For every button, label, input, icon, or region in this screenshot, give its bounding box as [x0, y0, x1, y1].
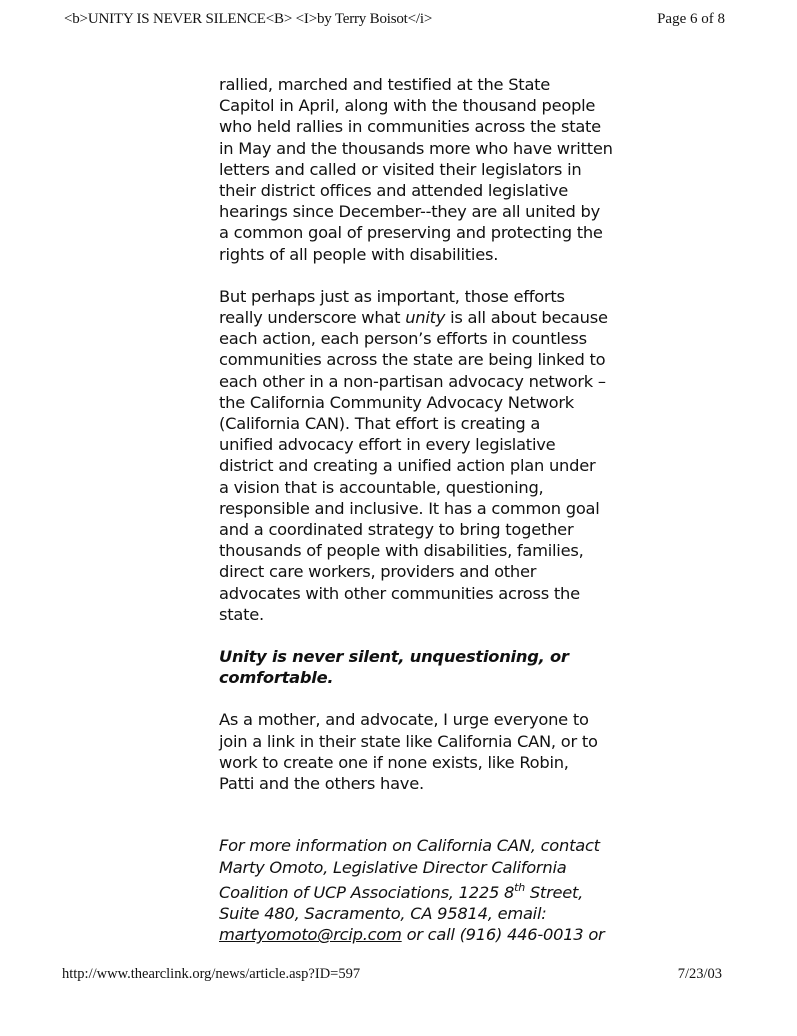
- email-link[interactable]: martyomoto@rcip.com: [219, 925, 402, 945]
- text-line: communities across the state are being linked to: [219, 350, 606, 370]
- text-line: Unity is never silent, unquestioning, or: [219, 647, 569, 667]
- text-line: hearings since December--they are all united by: [219, 202, 600, 222]
- text-fragment: is all about because: [445, 308, 608, 328]
- text-line: in May and the thousands more who have written: [219, 138, 613, 158]
- text-line: the California Community Advocacy Network: [219, 392, 574, 412]
- text-line: a common goal of preserving and protecting the: [219, 223, 603, 243]
- text-line: each action, each person’s efforts in countless: [219, 329, 587, 349]
- text-line: advocates with other communities across the: [219, 583, 580, 603]
- text-line: thousands of people with disabilities, families,: [219, 541, 584, 561]
- text-line: comfortable.: [219, 668, 334, 688]
- text-fragment: really underscore what: [219, 308, 406, 328]
- print-footer-date: 7/23/03: [677, 966, 722, 982]
- print-header-title: <b>UNITY IS NEVER SILENCE<B> <I>by Terry Boisot</i>: [64, 11, 433, 27]
- pull-quote: [219, 646, 639, 688]
- text-line: and a coordinated strategy to bring together: [219, 520, 574, 540]
- print-footer-url: http://www.thearclink.org/news/article.asp?ID=597: [62, 966, 361, 982]
- print-header-page-number: Page 6 of 8: [657, 11, 725, 27]
- ordinal-suffix: th: [514, 880, 525, 894]
- unity-emphasis: unity: [405, 308, 446, 328]
- text-line: rights of all people with disabilities.: [219, 244, 499, 264]
- text-fragment: or call (916) 446-0013 or: [401, 925, 605, 945]
- text-line: work to create one if none exists, like Robin,: [219, 752, 569, 772]
- text-line: Patti and the others have.: [219, 774, 424, 794]
- text-line: As a mother, and advocate, I urge everyone to: [219, 710, 589, 730]
- text-line: [219, 924, 639, 945]
- text-line: Capitol in April, along with the thousand people: [219, 96, 596, 116]
- text-fragment: Coalition of UCP Associations, 1225 8: [219, 882, 515, 902]
- text-line: direct care workers, providers and other: [219, 562, 537, 582]
- paragraph-rallies: [219, 74, 639, 265]
- text-line: unified advocacy effort in every legislative: [219, 435, 556, 455]
- text-line: [219, 307, 639, 328]
- text-line: join a link in their state like California CAN, or to: [219, 731, 598, 751]
- text-line: who held rallies in communities across the state: [219, 117, 601, 137]
- article-body: [219, 74, 639, 966]
- text-line: Marty Omoto, Legislative Director California: [219, 857, 567, 877]
- text-line: responsible and inclusive. It has a common goal: [219, 498, 600, 518]
- contact-info: [219, 835, 639, 945]
- text-line: their district offices and attended legislative: [219, 181, 569, 201]
- paragraph-call-to-action: [219, 709, 639, 794]
- text-line: But perhaps just as important, those efforts: [219, 286, 565, 306]
- text-line: For more information on California CAN, contact: [219, 836, 600, 856]
- text-line: district and creating a unified action plan under: [219, 456, 596, 476]
- text-line: letters and called or visited their legislators in: [219, 159, 582, 179]
- text-line: state.: [219, 604, 264, 624]
- text-line: [219, 882, 639, 903]
- text-line: Suite 480, Sacramento, CA 95814, email:: [219, 903, 547, 923]
- text-line: a vision that is accountable, questioning,: [219, 477, 544, 497]
- text-fragment: Street,: [524, 882, 584, 902]
- spacer: [219, 815, 639, 835]
- text-line: (California CAN). That effort is creating a: [219, 414, 541, 434]
- text-line: each other in a non-partisan advocacy network –: [219, 371, 606, 391]
- paragraph-unity: [219, 286, 639, 625]
- text-line: rallied, marched and testified at the State: [219, 75, 551, 94]
